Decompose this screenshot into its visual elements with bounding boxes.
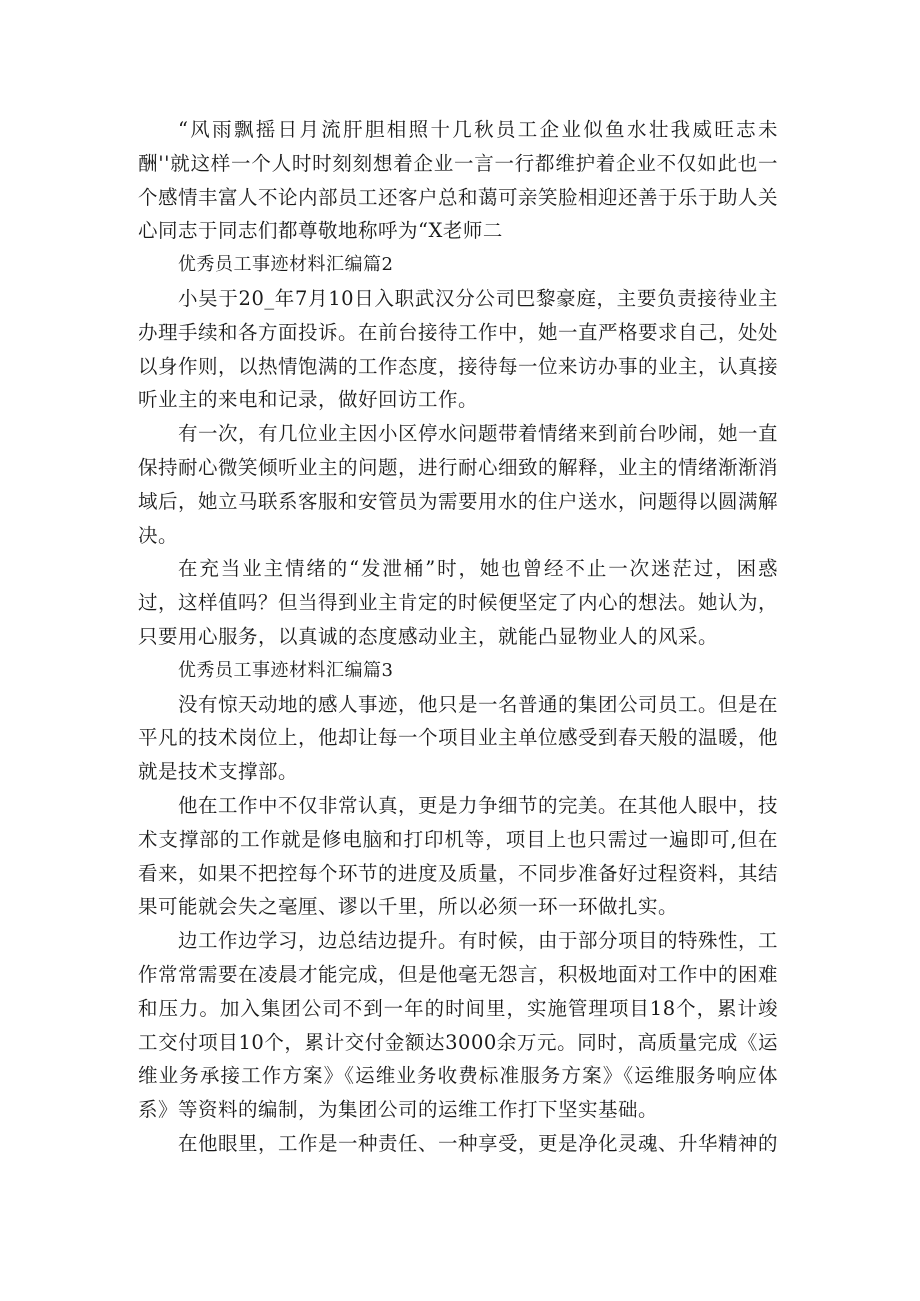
paragraph-1: “风雨飘摇日月流肝胆相照十几秋员工企业似鱼水壮我威旺志未酬''就这样一个人时时刻刻想着企业一言一行都维护着企业不仅如此也一个感情丰富人不论内部员工还客户总和蔼可亲笑脸相迎还善于乐于助人关心同志于同志们都尊敬地称呼为“X老师二 bbox=[138, 118, 779, 243]
paragraph-8: 在他眼里，工作是一种责任、一种享受，更是净化灵魂、升华精神的 bbox=[178, 1131, 779, 1155]
paragraph-6: 他在工作中不仅非常认真，更是力争细节的完美。在其他人眼中，技术支撑部的工作就是修电脑和打印机等，项目上也只需过一遍即可,但在看来，如果不把控每个环节的进度及质量，不同步准备好过程资料，其结果可能就会失之毫厘、谬以千里，所以必须一环一环做扎实。 bbox=[138, 793, 779, 919]
paragraph-7: 边工作边学习，边总结边提升。有时候，由于部分项目的特殊性，工作常常需要在凌晨才能完成，但是他毫无怨言，积极地面对工作中的困难和压力。加入集团公司不到一年的时间里，实施管理项目18个，累计竣工交付项目10个，累计交付金额达3000余万元。同时，高质量完成《运维业务承接工作方案》《运维业务收费标准服务方案》《运维服务响应体系》等资料的编制，为集团公司的运维工作打下坚实基础。 bbox=[138, 929, 779, 1122]
section-heading-2: 优秀员工事迹材料汇编篇2 bbox=[178, 254, 394, 276]
document-body bbox=[138, 113, 778, 1161]
section-heading-3: 优秀员工事迹材料汇编篇3 bbox=[178, 659, 394, 681]
paragraph-2: 小吴于20_年7月10日入职武汉分公司巴黎豪庭，主要负责接待业主办理手续和各方面投诉。在前台接待工作中，她一直严格要求自己，处处以身作则，以热情饱满的工作态度，接待每一位来访办事的业主，认真接听业主的来电和记录，做好回访工作。 bbox=[138, 286, 779, 412]
paragraph-5: 没有惊天动地的感人事迹，他只是一名普通的集团公司员工。但是在平凡的技术岗位上，他却让每一个项目业主单位感受到春天般的温暖，他就是技术支撑部。 bbox=[138, 692, 779, 784]
paragraph-4: 在充当业主情绪的“发泄桶”时，她也曾经不止一次迷茫过，困惑过，这样值吗？但当得到业主肯定的时候便坚定了内心的想法。她认为，只要用心服务，以真诚的态度感动业主，就能凸显物业人的风采。 bbox=[138, 557, 779, 648]
paragraph-3: 有一次，有几位业主因小区停水问题带着情绪来到前台吵闹，她一直保持耐心微笑倾听业主的问题，进行耐心细致的解释，业主的情绪渐渐消域后，她立马联系客服和安管员为需要用水的住户送水，问题得以圆满解决。 bbox=[138, 422, 779, 547]
